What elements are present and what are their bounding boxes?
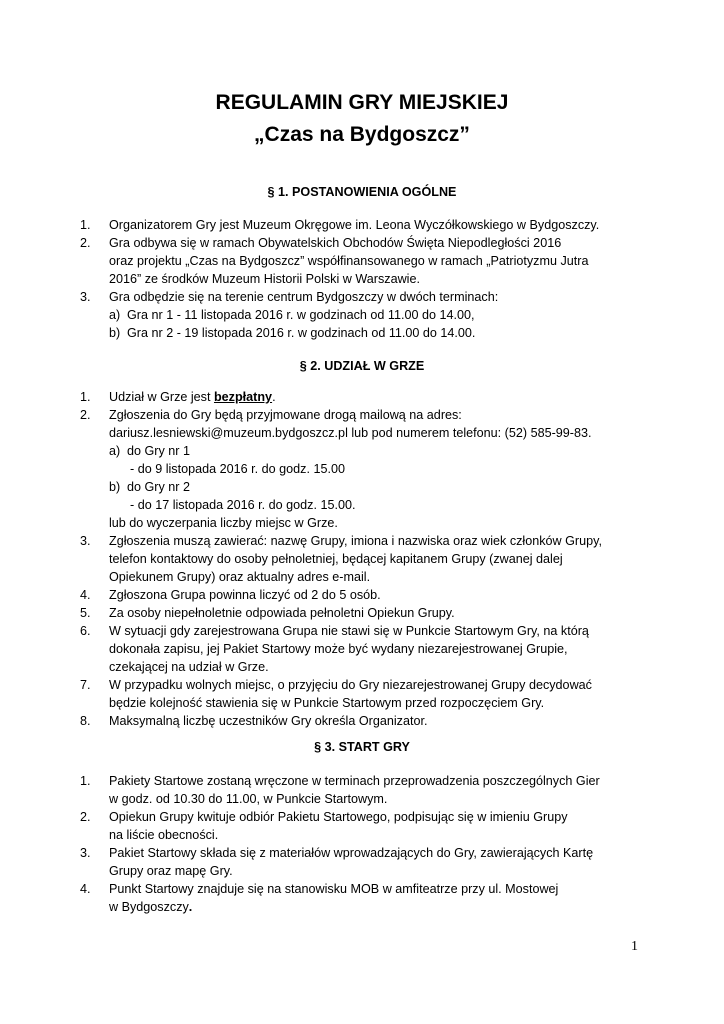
sub-item-deadline: - do 9 listopada 2016 r. do godz. 15.00 — [130, 462, 345, 476]
sub-item-text: Gra nr 2 - 19 listopada 2016 r. w godzinach od 11.00 do 14.00. — [127, 326, 476, 340]
section-2-heading: § 2. UDZIAŁ W GRZE — [299, 359, 425, 373]
item-text-line: będzie kolejność stawienia się w Punkcie Startowym przed rozpoczęciem Gry. — [109, 696, 545, 710]
item-text-line: czekającej na udział w Grze. — [109, 660, 269, 674]
list-item — [80, 586, 643, 604]
list-item — [80, 604, 643, 622]
sub-item-text: do Gry nr 2 — [127, 480, 190, 494]
item-number: 4. — [80, 588, 91, 602]
item-text-line: na liście obecności. — [109, 828, 219, 842]
item-text-line: Pakiet Startowy składa się z materiałów wprowadzających do Gry, zawierających Kartę — [109, 846, 594, 860]
item-text-pre: Udział w Grze jest — [109, 390, 214, 404]
item-number: 3. — [80, 846, 91, 860]
item-number: 7. — [80, 678, 91, 692]
item-number: 8. — [80, 714, 91, 728]
section-2-list — [80, 388, 643, 730]
document-title: REGULAMIN GRY MIEJSKIEJ — [215, 91, 509, 114]
item-number: 3. — [80, 290, 91, 304]
item-text-post: . — [272, 390, 276, 404]
sub-item — [109, 324, 643, 342]
section-3-heading: § 3. START GRY — [314, 740, 410, 754]
section-1-heading: § 1. POSTANOWIENIA OGÓLNE — [267, 185, 457, 199]
item-text-line — [109, 898, 643, 916]
item-text-line: 2016” ze środków Muzeum Historii Polski w Warszawie. — [109, 272, 420, 286]
list-item — [80, 844, 643, 880]
list-item — [80, 288, 643, 342]
item-number: 2. — [80, 408, 91, 422]
item-text: Maksymalną liczbę uczestników Gry określa Organizator. — [109, 714, 428, 728]
list-item — [80, 712, 643, 730]
sub-item-letter: a) — [109, 444, 121, 458]
document-subtitle: „Czas na Bydgoszcz” — [254, 123, 470, 146]
sub-item-deadline: - do 17 listopada 2016 r. do godz. 15.00. — [130, 498, 356, 512]
list-item — [80, 772, 643, 808]
item-text-line: Zgłoszenia muszą zawierać: nazwę Grupy, imiona i nazwiska oraz wiek członków Grupy, — [109, 534, 602, 548]
item-text: Organizatorem Gry jest Muzeum Okręgowe im. Leona Wyczółkowskiego w Bydgoszczy. — [109, 218, 600, 232]
sub-item — [109, 478, 643, 496]
list-item — [80, 216, 643, 234]
item-text: Za osoby niepełnoletnie odpowiada pełnoletni Opiekun Grupy. — [109, 606, 455, 620]
item-text: Gra odbędzie się na terenie centrum Bydgoszczy w dwóch terminach: — [109, 290, 499, 304]
list-item — [80, 406, 643, 532]
item-number: 1. — [80, 774, 91, 788]
sub-item-letter: b) — [109, 480, 121, 494]
list-item — [80, 532, 643, 586]
item-text-line: W sytuacji gdy zarejestrowana Grupa nie stawi się w Punkcie Startowym Gry, na którą — [109, 624, 589, 638]
sub-item-text: do Gry nr 1 — [127, 444, 190, 458]
list-item — [80, 880, 643, 916]
list-item — [80, 234, 643, 288]
item-text — [109, 388, 643, 406]
section-1-list — [80, 216, 643, 342]
item-number: 2. — [80, 236, 91, 250]
list-item — [80, 388, 643, 406]
item-text-line: Opiekunem Grupy) oraz aktualny adres e-mail. — [109, 570, 371, 584]
section-3-list — [80, 772, 643, 916]
sub-item-letter: a) — [109, 308, 121, 322]
item-text-end: w Bydgoszczy — [109, 900, 189, 914]
item-number: 1. — [80, 218, 91, 232]
list-item — [80, 808, 643, 844]
item-number: 1. — [80, 390, 91, 404]
item-text-line: Pakiety Startowe zostaną wręczone w terminach przeprowadzenia poszczególnych Gier — [109, 774, 600, 788]
sub-item-letter: b) — [109, 326, 121, 340]
item-text-line: Opiekun Grupy kwituje odbiór Pakietu Startowego, podpisując się w imieniu Grupy — [109, 810, 568, 824]
free-of-charge-emphasis: bezpłatny — [213, 390, 273, 404]
item-text-line: Punkt Startowy znajduje się na stanowisku MOB w amfiteatrze przy ul. Mostowej — [109, 882, 559, 896]
sub-item — [109, 306, 643, 324]
sub-item — [109, 442, 643, 460]
item-text-line: telefon kontaktowy do osoby pełnoletniej, będącej kapitanem Grupy (zwanej dalej — [109, 552, 563, 566]
item-text-line: lub do wyczerpania liczby miejsc w Grze. — [109, 516, 338, 530]
item-number: 6. — [80, 624, 91, 638]
item-text-line: dariusz.lesniewski@muzeum.bydgoszcz.pl lub pod numerem telefonu: (52) 585-99-83. — [109, 426, 592, 440]
item-text-line: oraz projektu „Czas na Bydgoszcz” współfinansowanego w ramach „Patriotyzmu Jutra — [109, 254, 589, 268]
item-number: 3. — [80, 534, 91, 548]
sub-item-text: Gra nr 1 - 11 listopada 2016 r. w godzinach od 11.00 do 14.00, — [127, 308, 475, 322]
item-number: 4. — [80, 882, 91, 896]
bold-period: . — [188, 900, 193, 914]
item-number: 5. — [80, 606, 91, 620]
list-item — [80, 676, 643, 712]
item-text-line: Gra odbywa się w ramach Obywatelskich Obchodów Święta Niepodległości 2016 — [109, 236, 562, 250]
list-item — [80, 622, 643, 676]
item-number: 2. — [80, 810, 91, 824]
item-text-line: Grupy oraz mapę Gry. — [109, 864, 233, 878]
page-number: 1 — [631, 939, 638, 954]
item-text-line: Zgłoszenia do Gry będą przyjmowane drogą mailową na adres: — [109, 408, 462, 422]
item-text-line: w godz. od 10.30 do 11.00, w Punkcie Startowym. — [109, 792, 388, 806]
item-text-line: dokonała zapisu, jej Pakiet Startowy może być wydany niezarejestrowanej Grupie, — [109, 642, 568, 656]
item-text: Zgłoszona Grupa powinna liczyć od 2 do 5 osób. — [109, 588, 381, 602]
item-text-line: W przypadku wolnych miejsc, o przyjęciu do Gry niezarejestrowanej Grupy decydować — [109, 678, 592, 692]
